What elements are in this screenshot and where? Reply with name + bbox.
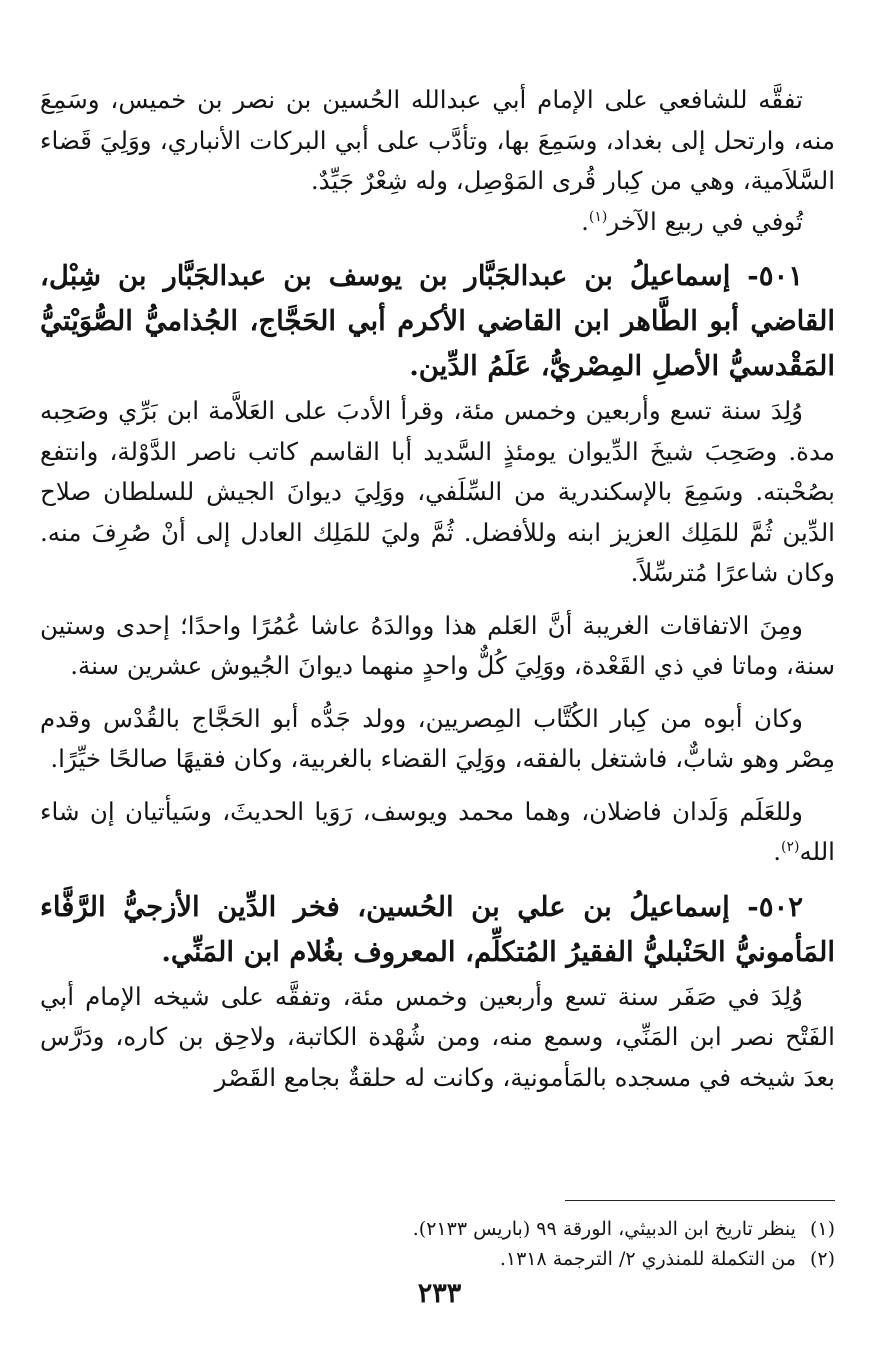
paragraph-text: وكان أبوه من كِبار الكُتَّاب المِصريين، وولد جَدُّه أبو الحَجَّاج بالقُدْس وقدم مِصْر وهو شابٌّ، فاشتغل بالفقه، ووَلِيَ القضاء بالغربية، وكان فقيهًا صالحًا خيِّرًا.: [40, 703, 835, 773]
entry-title: إسماعيلُ بن علي بن الحُسين، فخر الدِّين الأزجيُّ الرَّفَّاء المَأمونيُّ الحَنْبليُّ الفقيرُ المُتكلِّم، المعروف بغُلام ابن المَنِّي.: [40, 890, 835, 968]
footnote-text: من التكملة للمنذري ٢/ الترجمة ١٣١٨.: [499, 1248, 796, 1270]
paragraph: [40, 606, 835, 687]
paragraph: [40, 792, 835, 873]
footnote-divider: [565, 1200, 835, 1201]
page-number: ٢٣٣: [417, 1278, 462, 1309]
paragraph-text: ومِنَ الاتفاقات الغريبة أنَّ العَلم هذا ووالدَهُ عاشا عُمُرًا واحدًا؛ إحدى وستين سنة، وماتا في ذي القَعْدة، ووَلِيَ كُلٌّ واحدٍ منهما ديوانَ الجُيوش عشرين سنة.: [40, 610, 835, 680]
paragraph: [40, 391, 835, 594]
paragraph-text: وللعَلَم وَلَدان فاضلان، وهما محمد ويوسف، رَوَيا الحديثَ، وسَيأتيان إن شاء الله: [40, 796, 835, 866]
footnote-number: (٢): [809, 1248, 835, 1270]
paragraph: [40, 699, 835, 780]
paragraph: [40, 977, 835, 1099]
entry-title: إسماعيلُ بن عبدالجَبَّار بن يوسف بن عبدالجَبَّار بن شِبْل، القاضي أبو الطَّاهر ابن القاضي الأكرم أبي الحَجَّاج، الجُذاميُّ الصُّوَيْتيُّ المَقْدسيُّ الأصلِ المِصْريُّ، عَلَمُ الدِّين.: [40, 260, 835, 382]
footnotes: [40, 1214, 835, 1274]
paragraph-text: .: [773, 837, 781, 866]
paragraph-text: تفقَّه للشافعي على الإمام أبي عبدالله الحُسين بن نصر بن خميس، وسَمِعَ منه، وارتحل إلى بغداد، وسَمِعَ بها، وتأدَّب على أبي البركات الأنباري، ووَلِيَ قَضاء السَّلاَمية، وهي من كِبار قُرى المَوْصِل، وله شِعْرٌ جَيِّدٌ.: [40, 85, 835, 195]
paragraph: [40, 80, 835, 202]
entry-heading-501: [40, 254, 835, 389]
entry-number: ٥٠٢-: [747, 890, 803, 923]
paragraph-text: وُلِدَ سنة تسع وأربعين وخمس مئة، وقرأ الأدبَ على العَلاَّمة ابن بَرِّي وصَحِبه مدة. وصَحِبَ شيخَ الدِّيوان يومئذٍ السَّديد أبا القاسم كاتب ناصر الدَّوْلة، وانتفع بصُحْبته. وسَمِعَ بالإسكندرية من السِّلَفي، ووَلِيَ ديوانَ الجيش للسلطان صلاح الدِّين ثُمَّ للمَلِك العزيز ابنه وللأفضل. ثُمَّ وليَ للمَلِك العادل إلى أنْ صُرِفَ منه. وكان شاعرًا مُترسِّلاً.: [40, 396, 835, 587]
footnote-ref[interactable]: (١): [588, 208, 608, 225]
footnote-text: ينظر تاريخ ابن الدبيثي، الورقة ٩٩ (باريس ٢١٣٣).: [412, 1218, 796, 1240]
footnote-2: [40, 1244, 835, 1274]
paragraph: [40, 202, 835, 243]
footnote-ref[interactable]: (٢): [781, 838, 800, 855]
entry-number: ٥٠١-: [747, 260, 803, 292]
footnote-1: [40, 1214, 835, 1244]
paragraph-text: تُوفي في ربيع الآخر: [607, 206, 803, 236]
footnote-number: (١): [809, 1218, 835, 1240]
entry-heading-502: [40, 885, 835, 975]
paragraph-text: وُلِدَ في صَفَر سنة تسع وأربعين وخمس مئة، وتفقَّه على شيخه الإمام أبي الفَتْح نصر ابن المَنِّي، وسمع منه، ومن شُهْدة الكاتبة، ولاحِق بن كاره، ودَرَّس بعدَ شيخه في مسجده بالمَأمونية، وكانت له حلقةٌ بجامع القَصْر: [40, 981, 835, 1092]
paragraph-text: .: [581, 206, 589, 236]
